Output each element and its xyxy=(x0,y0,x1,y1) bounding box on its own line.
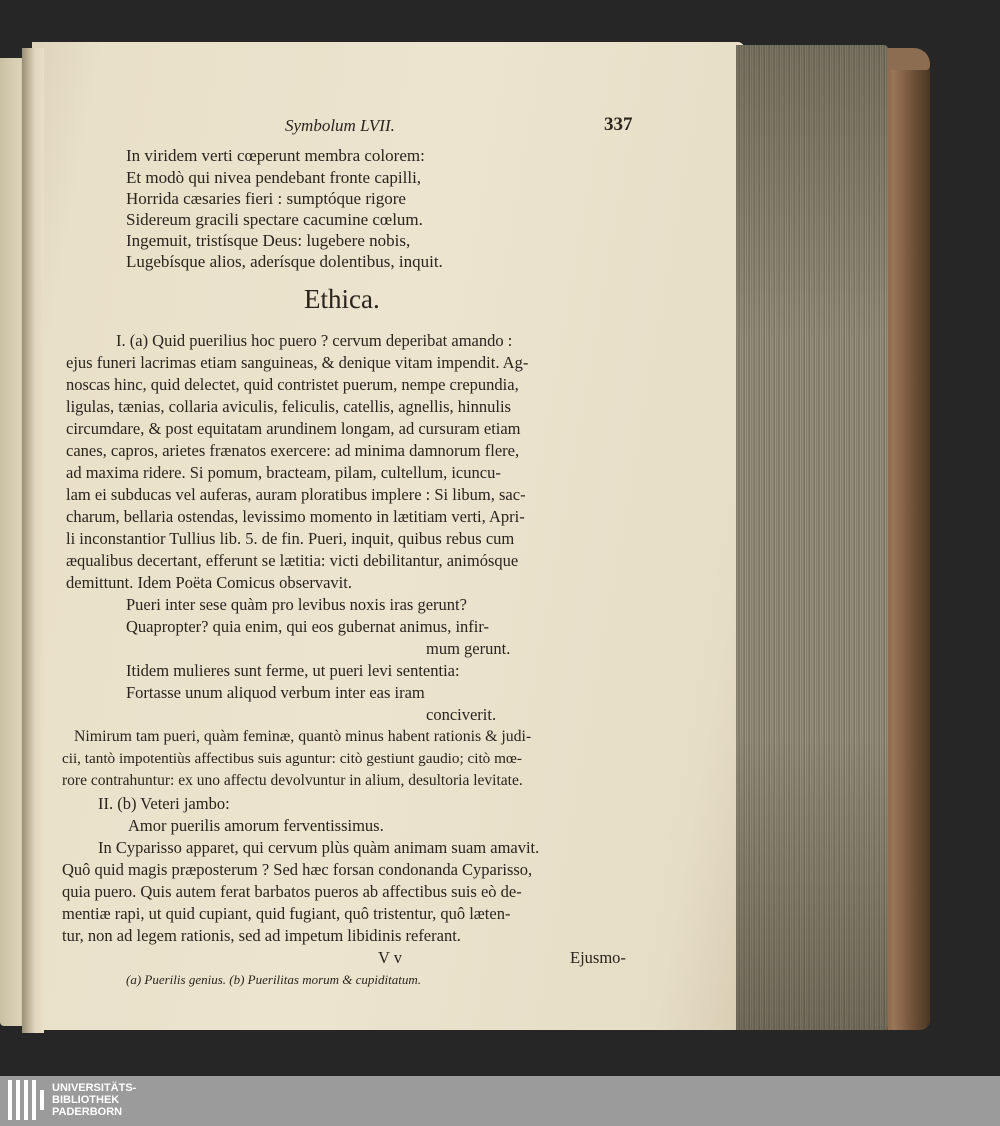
library-logo-icon xyxy=(8,1080,44,1122)
catchword: Ejusmo- xyxy=(570,948,626,967)
text-line: Quô quid magis præposterum ? Sed hæc forsan condonanda Cyparisso, xyxy=(62,860,533,879)
library-logo-text xyxy=(52,1082,136,1118)
text-line: li inconstantior Tullius lib. 5. de fin. Pueri, inquit, quibus rebus cum xyxy=(66,529,515,548)
quote-line: Itidem mulieres sunt ferme, ut pueri levi sententia: xyxy=(126,661,460,680)
text-line: ligulas, tænias, collaria aviculis, feliculis, catellis, agnellis, hinnulis xyxy=(66,397,511,416)
book-gutter xyxy=(22,48,44,1033)
verse-line: Horrida cæsaries fieri : sumptóque rigore xyxy=(126,189,406,208)
logo-line: BIBLIOTHEK xyxy=(52,1094,120,1106)
text-line: demittunt. Idem Poëta Comicus observavit. xyxy=(66,573,352,592)
running-head: Symbolum LVII. xyxy=(285,116,395,135)
page-number: 337 xyxy=(604,114,633,135)
quote-line: Quapropter? quia enim, qui eos gubernat animus, infir- xyxy=(126,617,490,636)
verse-line: Lugebísque alios, aderísque dolentibus, inquit. xyxy=(126,252,443,271)
text-line: charum, bellaria ostendas, levissimo momento in lætitiam verti, Apri- xyxy=(66,507,525,526)
text-line: Nimirum tam pueri, quàm feminæ, quantò minus habent rationis & judi- xyxy=(74,728,532,745)
text-line: In Cyparisso apparet, qui cervum plùs quàm animam suam amavit. xyxy=(98,838,540,857)
text-line: quia puero. Quis autem ferat barbatos pueros ab affectibus suis eò de- xyxy=(62,882,522,901)
text-line: circumdare, & post equitatam arundinem longam, ad cursuram etiam xyxy=(66,419,521,438)
logo-line: UNIVERSITÄTS- xyxy=(52,1082,137,1094)
quote-line: Fortasse unum aliquod verbum inter eas iram xyxy=(126,683,425,702)
text-line: tur, non ad legem rationis, sed ad impetum libidinis referant. xyxy=(62,926,461,945)
section-title: Ethica. xyxy=(304,284,380,314)
text-line: noscas hinc, quid delectet, quid contristet puerum, nempe crepundia, xyxy=(66,375,519,394)
text-line: canes, capros, arietes frænatos exercere: ad minima damnorum flere, xyxy=(66,441,520,460)
text-line: ejus funeri lacrimas etiam sanguineas, & denique vitam impendit. Ag- xyxy=(66,353,529,372)
verse-line: In viridem verti cœperunt membra colorem: xyxy=(126,146,425,165)
verse-line: Sidereum gracili spectare cacumine cœlum. xyxy=(126,210,423,229)
verse-line: Et modò qui nivea pendebant fronte capilli, xyxy=(126,168,422,187)
text-line: Amor puerilis amorum ferventissimus. xyxy=(128,816,384,835)
library-footer xyxy=(0,1076,1000,1126)
text-line: ad maxima ridere. Si pomum, bracteam, pilam, cultellum, icuncu- xyxy=(66,463,501,482)
signature-mark: V v xyxy=(378,948,402,967)
text-line: lam ei subducas vel auferas, auram ploratibus implere : Si libum, sac- xyxy=(66,485,526,504)
text-line: mentiæ rapi, ut quid cupiant, quid fugiant, quô tristentur, quô læten- xyxy=(62,904,511,923)
quote-line: conciverit. xyxy=(426,705,497,724)
text-line: I. (a) Quid puerilius hoc puero ? cervum deperibat amando : xyxy=(116,331,513,350)
quote-line: mum gerunt. xyxy=(426,639,511,658)
footnote: (a) Puerilis genius. (b) Puerilitas morum & cupiditatum. xyxy=(126,972,422,987)
quote-line: Pueri inter sese quàm pro levibus noxis iras gerunt? xyxy=(126,595,467,614)
logo-line: PADERBORN xyxy=(52,1106,123,1118)
text-line: II. (b) Veteri jambo: xyxy=(98,794,230,813)
text-line: æqualibus decertant, efferunt se lætitia: victi debilitantur, animósque xyxy=(66,551,519,570)
page-edge-shadow xyxy=(736,45,888,1030)
verse-line: Ingemuit, tristísque Deus: lugebere nobis, xyxy=(126,231,411,250)
text-line: rore contrahuntur: ex uno affectu devolvuntur in alium, desultoria levitate. xyxy=(62,772,523,789)
text-line: cii, tantò impotentiùs affectibus suis aguntur: citò gestiunt gaudio; citò mœ- xyxy=(62,750,522,767)
